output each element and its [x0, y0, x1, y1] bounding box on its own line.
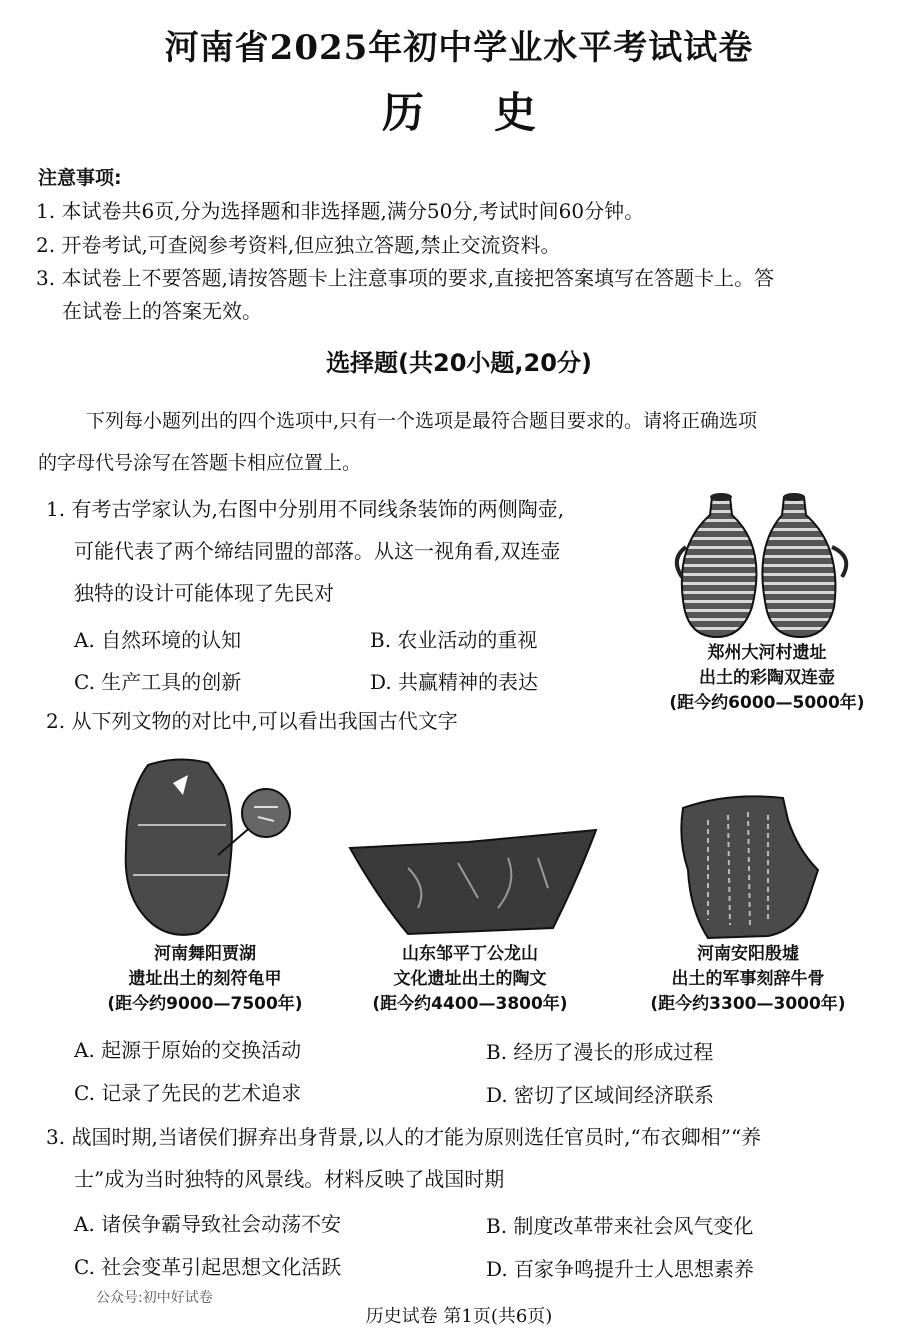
section-intro-1: 下列每小题列出的四个选项中,只有一个选项是最符合题目要求的。请将正确选项 — [86, 410, 758, 432]
notice-item-1: 1. 本试卷共6页,分为选择题和非选择题,满分50分,考试时间60分钟。 — [36, 199, 645, 223]
section-title: 选择题(共20小题,20分) — [326, 349, 592, 377]
q2-caption-2-line-2: 文化遗址出土的陶文 — [393, 969, 547, 989]
q3-option-b: B. 制度改革带来社会风气变化 — [486, 1214, 754, 1238]
q2-caption-3-line-3: (距今约3300—3000年) — [650, 994, 846, 1014]
q1-option-c: C. 生产工具的创新 — [74, 670, 242, 694]
q3-option-c: C. 社会变革引起思想文化活跃 — [74, 1255, 342, 1279]
q2-caption-3 — [628, 942, 868, 1017]
notice-heading: 注意事项: — [38, 167, 122, 189]
subject-title: 历史 — [381, 88, 606, 137]
q3-stem-1: 3. 战国时期,当诸侯们摒弃出身背景,以人的才能为原则选任官员时,“布衣卿相”“养 — [46, 1125, 762, 1149]
q1-caption-line-1: 郑州大河村遗址 — [707, 643, 827, 663]
q1-option-d: D. 共赢精神的表达 — [370, 670, 539, 694]
oracle-bone-image — [668, 790, 823, 940]
turtle-shell-image — [118, 755, 298, 940]
q1-caption — [652, 641, 882, 716]
q2-option-b: B. 经历了漫长的形成过程 — [486, 1040, 714, 1064]
q2-option-a: A. 起源于原始的交换活动 — [74, 1038, 302, 1062]
q2-caption-2-line-1: 山东邹平丁公龙山 — [402, 944, 538, 964]
notice-item-3: 3. 本试卷上不要答题,请按答题卡上注意事项的要求,直接把答案填写在答题卡上。答 — [36, 266, 775, 290]
section-intro-2: 的字母代号涂写在答题卡相应位置上。 — [38, 452, 362, 474]
q1-stem-2: 可能代表了两个缔结同盟的部落。从这一视角看,双连壶 — [74, 539, 561, 563]
notice-item-2: 2. 开卷考试,可查阅参考资料,但应独立答题,禁止交流资料。 — [36, 233, 561, 257]
q1-caption-line-3: (距今约6000—5000年) — [669, 693, 865, 713]
q2-option-c: C. 记录了先民的艺术追求 — [74, 1081, 302, 1105]
q2-caption-2-line-3: (距今约4400—3800年) — [372, 994, 568, 1014]
q2-caption-3-line-2: 出土的军事刻辞牛骨 — [671, 969, 825, 989]
notice-item-3-cont: 在试卷上的答案无效。 — [62, 299, 262, 323]
pottery-shard-image — [348, 828, 598, 938]
double-pot-image — [672, 487, 862, 639]
q3-option-a: A. 诸侯争霸导致社会动荡不安 — [74, 1212, 342, 1236]
q1-option-a: A. 自然环境的认知 — [74, 628, 242, 652]
q2-caption-2 — [350, 942, 590, 1017]
q2-caption-1-line-1: 河南舞阳贾湖 — [154, 944, 256, 964]
exam-title: 河南省2025年初中学业水平考试试卷 — [164, 28, 754, 68]
q2-caption-1-line-2: 遗址出土的刻符龟甲 — [128, 969, 282, 989]
q2-caption-3-line-1: 河南安阳殷墟 — [697, 944, 799, 964]
watermark: 公众号:初中好试卷 — [96, 1290, 213, 1306]
q2-option-d: D. 密切了区域间经济联系 — [486, 1083, 715, 1107]
q2-caption-1-line-3: (距今约9000—7500年) — [107, 994, 303, 1014]
q3-stem-2: 士”成为当时独特的风景线。材料反映了战国时期 — [74, 1167, 505, 1191]
q1-caption-line-2: 出土的彩陶双连壶 — [699, 668, 835, 688]
page-footer: 历史试卷 第1页(共6页) — [365, 1306, 553, 1327]
q1-option-b: B. 农业活动的重视 — [370, 628, 538, 652]
q1-stem-3: 独特的设计可能体现了先民对 — [74, 581, 334, 605]
q3-option-d: D. 百家争鸣提升士人思想素养 — [486, 1257, 755, 1281]
q2-caption-1 — [85, 942, 325, 1017]
q1-stem-1: 1. 有考古学家认为,右图中分别用不同线条装饰的两侧陶壶, — [46, 497, 565, 521]
q2-stem: 2. 从下列文物的对比中,可以看出我国古代文字 — [46, 709, 458, 733]
